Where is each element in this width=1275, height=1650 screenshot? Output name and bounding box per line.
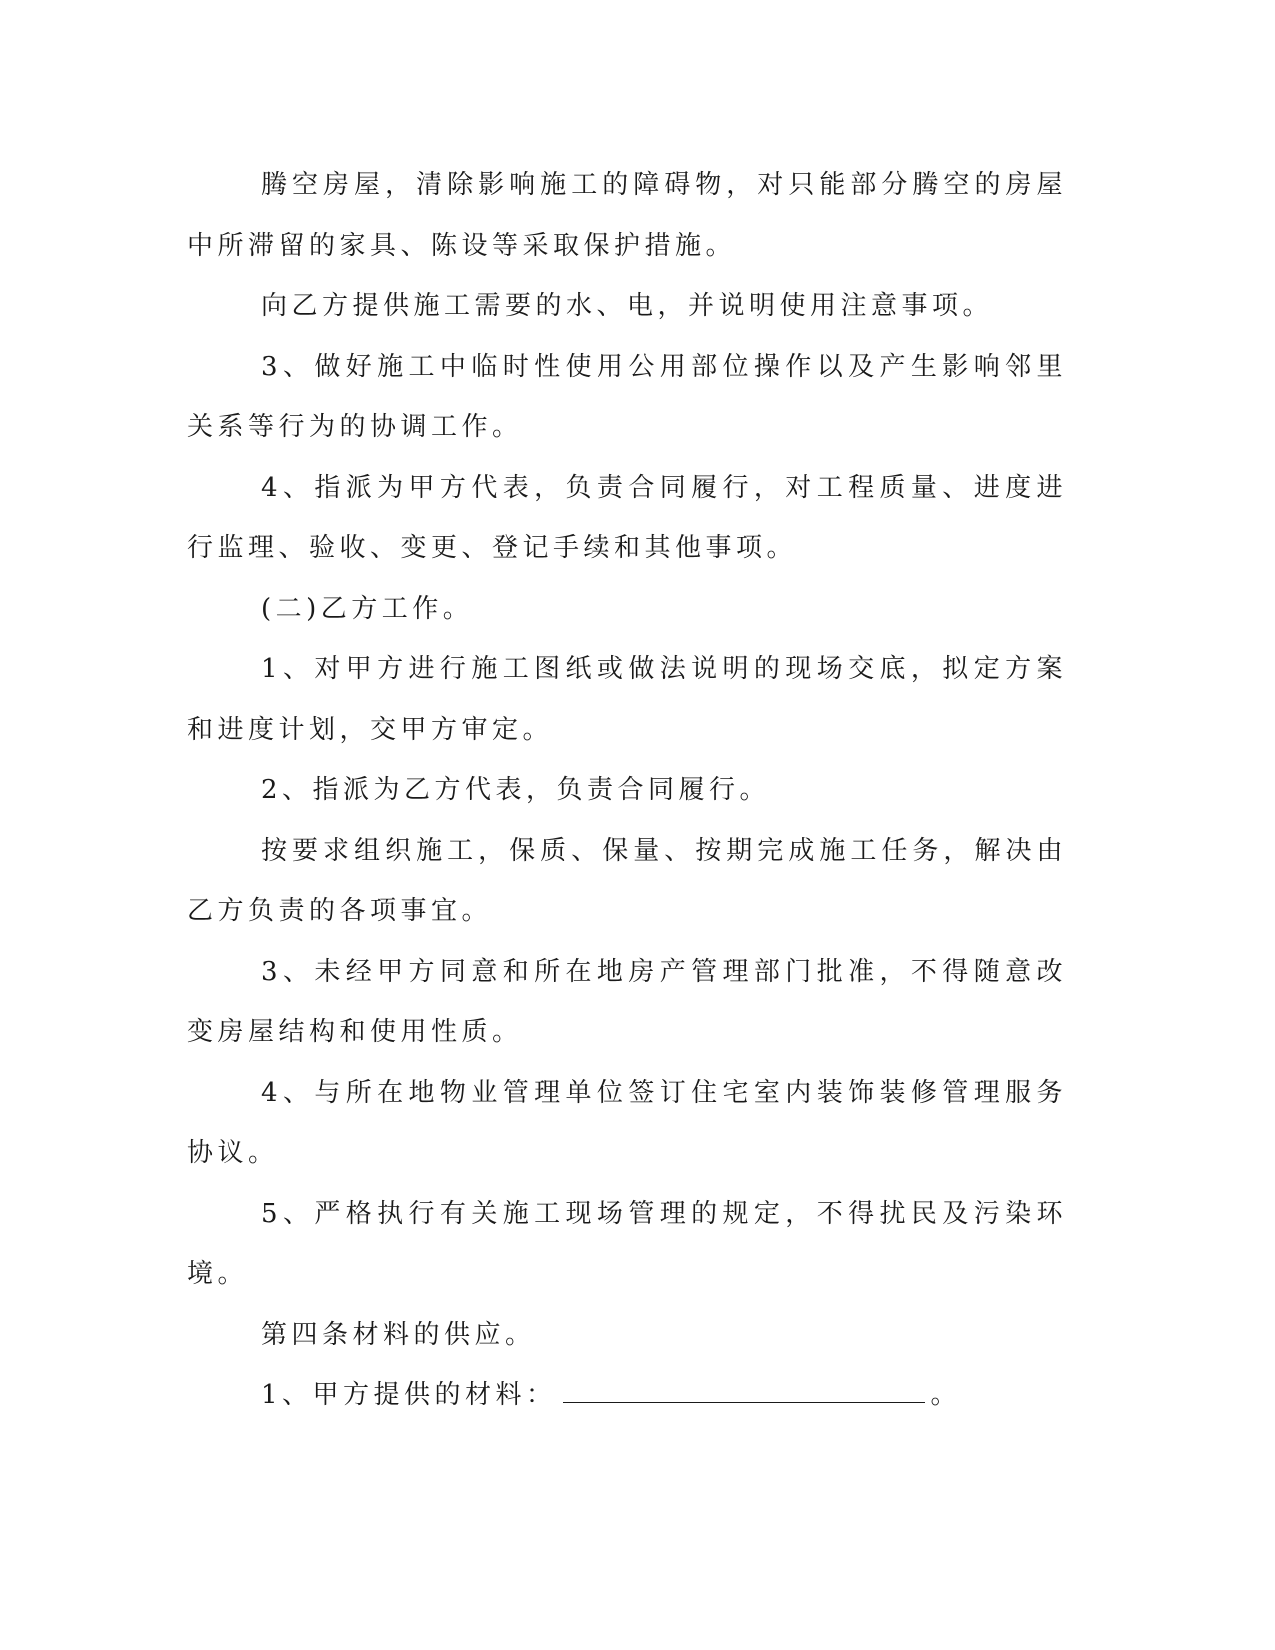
document-body: [187, 155, 1067, 1426]
paragraph: 3、做好施工中临时性使用公用部位操作以及产生影响邻里关系等行为的协调工作。: [187, 351, 1067, 442]
fill-in-blank[interactable]: [563, 1382, 925, 1403]
paragraph: (二)乙方工作。: [261, 593, 474, 624]
fill-in-item: [187, 1365, 1067, 1426]
paragraph: 腾空房屋，清除影响施工的障碍物，对只能部分腾空的房屋中所滞留的家具、陈设等采取保护措施。: [187, 170, 1067, 261]
paragraph: 3、未经甲方同意和所在地房产管理部门批准，不得随意改变房屋结构和使用性质。: [187, 956, 1067, 1047]
paragraph: 5、严格执行有关施工现场管理的规定，不得扰民及污染环境。: [187, 1198, 1067, 1289]
paragraph: 2、指派为乙方代表，负责合同履行。: [261, 775, 771, 805]
paragraph: 4、指派为甲方代表，负责合同履行，对工程质量、进度进行监理、验收、变更、登记手续和其他事项。: [187, 472, 1067, 563]
paragraph: 1、对甲方进行施工图纸或做法说明的现场交底，拟定方案和进度计划，交甲方审定。: [187, 654, 1067, 745]
fill-in-label: 1、甲方提供的材料：: [261, 1380, 557, 1410]
paragraph: 按要求组织施工，保质、保量、按期完成施工任务，解决由乙方负责的各项事宜。: [187, 835, 1067, 926]
paragraph: 4、与所在地物业管理单位签订住宅室内装饰装修管理服务协议。: [187, 1077, 1067, 1168]
fill-in-suffix: 。: [930, 1380, 962, 1410]
paragraph: 向乙方提供施工需要的水、电，并说明使用注意事项。: [261, 291, 994, 321]
paragraph: 第四条材料的供应。: [261, 1319, 536, 1350]
